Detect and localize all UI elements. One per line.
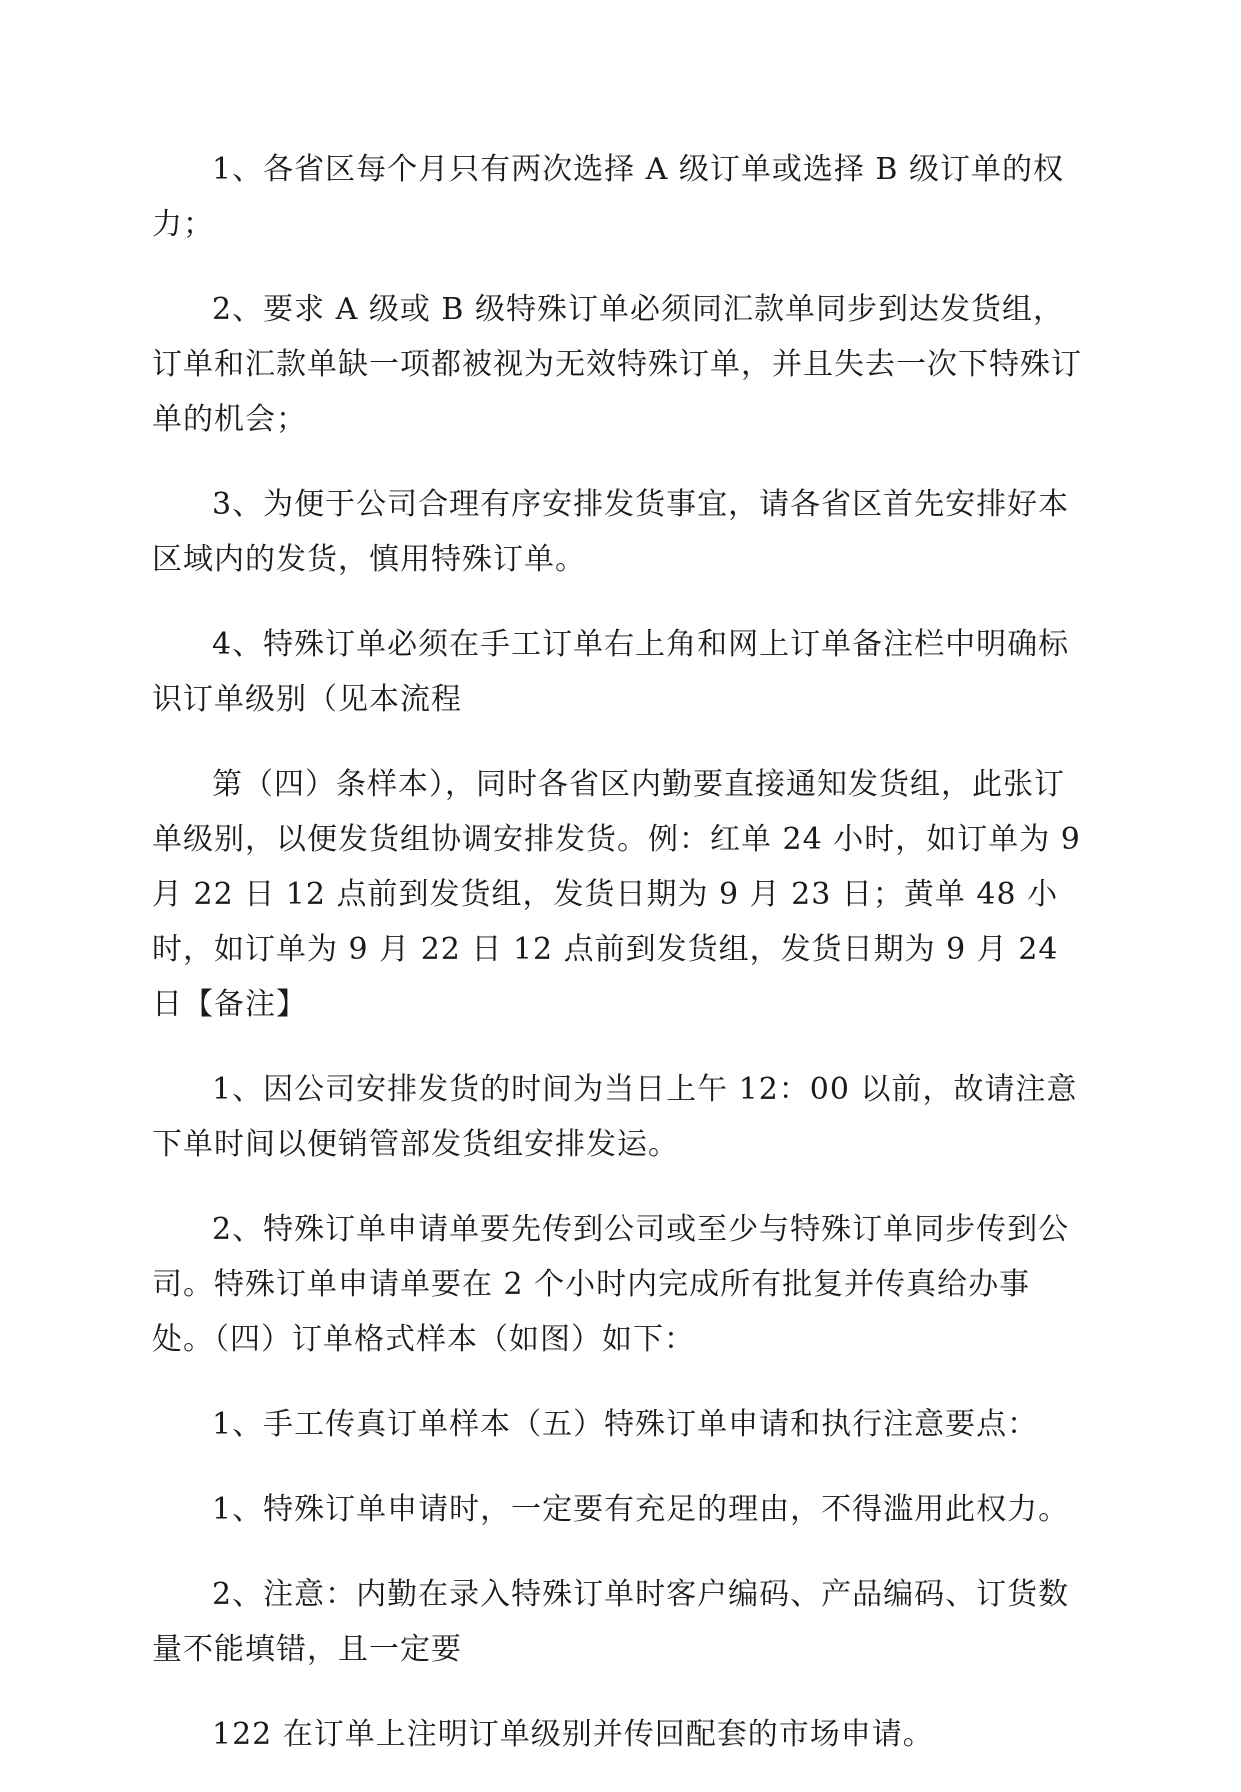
paragraph-5: 第（四）条样本），同时各省区内勤要直接通知发货组，此张订单级别，以便发货组协调安排发货。例：红单 24 小时，如订单为 9 月 22 日 12 点前到发货组，发货日期为 9 月 23 日；黄单 48 小时，如订单为 9 月 22 日 12 点前到发货组，发货日期为 9 月 24 日【备注】 <box>152 767 1081 1022</box>
paragraph-11: 122 在订单上注明订单级别并传回配套的市场申请。 <box>212 1717 934 1752</box>
document-body <box>152 142 1092 1792</box>
paragraph-3: 3、为便于公司合理有序安排发货事宜，请各省区首先安排好本区域内的发货，慎用特殊订单。 <box>152 487 1070 577</box>
paragraph-9: 1、特殊订单申请时，一定要有充足的理由，不得滥用此权力。 <box>212 1492 1070 1527</box>
paragraph-8: 1、手工传真订单样本（五）特殊订单申请和执行注意要点： <box>212 1407 1039 1442</box>
paragraph-1: 1、各省区每个月只有两次选择 A 级订单或选择 B 级订单的权力； <box>152 152 1064 242</box>
paragraph-2: 2、要求 A 级或 B 级特殊订单必须同汇款单同步到达发货组，订单和汇款单缺一项都被视为无效特殊订单，并且失去一次下特殊订单的机会； <box>152 292 1082 437</box>
paragraph-7: 2、特殊订单申请单要先传到公司或至少与特殊订单同步传到公司。特殊订单申请单要在 2 个小时内完成所有批复并传真给办事处。（四）订单格式样本（如图）如下： <box>152 1212 1070 1357</box>
paragraph-6: 1、因公司安排发货的时间为当日上午 12：00 以前，故请注意下单时间以便销管部发货组安排发运。 <box>152 1072 1078 1162</box>
paragraph-10: 2、注意：内勤在录入特殊订单时客户编码、产品编码、订货数量不能填错，且一定要 <box>152 1577 1070 1667</box>
paragraph-4: 4、特殊订单必须在手工订单右上角和网上订单备注栏中明确标识订单级别（见本流程 <box>152 627 1070 717</box>
